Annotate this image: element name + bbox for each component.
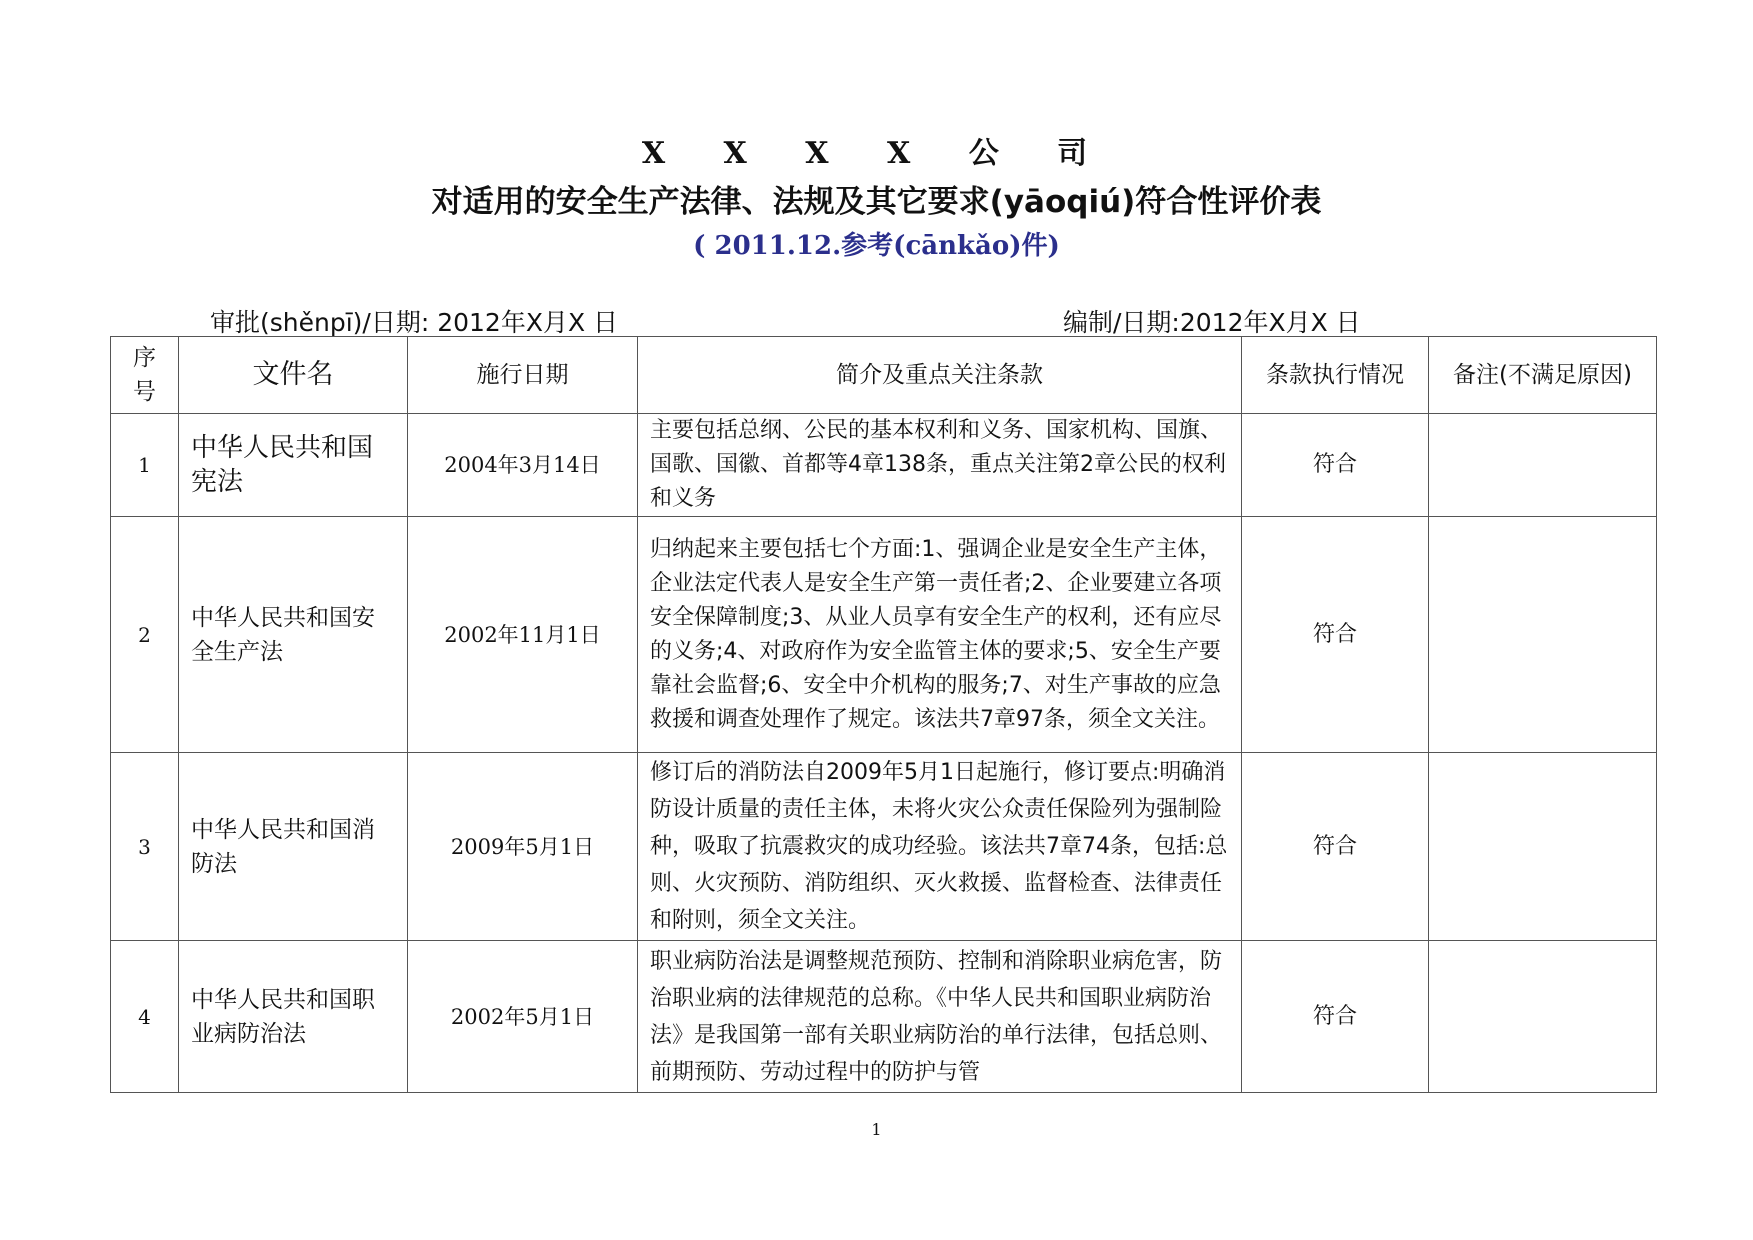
approval-date: 审批(shěnpī)/日期: 2012年X月X 日 bbox=[210, 308, 619, 337]
header-remark: 备注(不满足原因) bbox=[1429, 337, 1657, 414]
row-seq: 3 bbox=[111, 753, 179, 941]
table-row bbox=[111, 753, 1657, 941]
evaluation-table bbox=[110, 336, 1657, 1093]
row-status: 符合 bbox=[1242, 517, 1429, 753]
row-summary: 修订后的消防法自2009年5月1日起施行，修订要点:明确消防设计质量的责任主体，未将火灾公众责任保险列为强制险种，吸取了抗震救灾的成功经验。该法共7章74条，包括:总则、火灾预防、消防组织、灭火救援、监督检查、法律责任和附则，须全文关注。 bbox=[638, 753, 1242, 941]
compiled-date: 编制/日期:2012年X月X 日 bbox=[1063, 308, 1361, 337]
header-summary: 简介及重点关注条款 bbox=[638, 337, 1242, 414]
header-seq: 序号 bbox=[111, 337, 179, 414]
table-row bbox=[111, 414, 1657, 517]
header-effective-date: 施行日期 bbox=[408, 337, 638, 414]
row-file-name: 中华人民共和国安全生产法 bbox=[179, 517, 408, 753]
row-remark bbox=[1429, 941, 1657, 1093]
row-status: 符合 bbox=[1242, 753, 1429, 941]
header-file-name: 文件名 bbox=[179, 337, 408, 414]
table-row bbox=[111, 517, 1657, 753]
document-subtitle: ( 2011.12.参考(cānkǎo)件) bbox=[693, 231, 1060, 261]
row-remark bbox=[1429, 753, 1657, 941]
header-execution-status: 条款执行情况 bbox=[1242, 337, 1429, 414]
row-status: 符合 bbox=[1242, 414, 1429, 517]
row-summary-text: 职业病防治法是调整规范预防、控制和消除职业病危害，防治职业病的法律规范的总称。《中华人民共和国职业病防治法》是我国第一部有关职业病防治的单行法律，包括总则、前期预防、劳动过程中的防护与管 bbox=[650, 948, 1223, 1085]
row-seq: 4 bbox=[111, 941, 179, 1093]
row-seq: 1 bbox=[111, 414, 179, 517]
row-effective-date: 2009年5月1日 bbox=[408, 753, 638, 941]
table-header-row bbox=[111, 337, 1657, 414]
row-remark bbox=[1429, 414, 1657, 517]
row-summary: 归纳起来主要包括七个方面:1、强调企业是安全生产主体，企业法定代表人是安全生产第一责任者;2、企业要建立各项安全保障制度;3、从业人员享有安全生产的权利，还有应尽的义务;4、对政府作为安全监管主体的要求;5、安全生产要靠社会监督;6、安全中介机构的服务;7、对生产事故的应急救援和调查处理作了规定。该法共7章97条，须全文关注。 bbox=[638, 517, 1242, 753]
page-number: 1 bbox=[871, 1120, 882, 1139]
row-remark bbox=[1429, 517, 1657, 753]
row-summary bbox=[638, 941, 1242, 1093]
row-seq: 2 bbox=[111, 517, 179, 753]
row-file-name: 中华人民共和国消防法 bbox=[179, 753, 408, 941]
row-effective-date: 2002年5月1日 bbox=[408, 941, 638, 1093]
row-file-name: 中华人民共和国宪法 bbox=[179, 414, 408, 517]
row-summary: 主要包括总纲、公民的基本权利和义务、国家机构、国旗、国歌、国徽、首都等4章138条，重点关注第2章公民的权利和义务 bbox=[638, 414, 1242, 517]
row-status: 符合 bbox=[1242, 941, 1429, 1093]
row-file-name: 中华人民共和国职业病防治法 bbox=[179, 941, 408, 1093]
document-title: 对适用的安全生产法律、法规及其它要求(yāoqiú)符合性评价表 bbox=[431, 184, 1322, 220]
table-row bbox=[111, 941, 1657, 1093]
row-effective-date: 2002年11月1日 bbox=[408, 517, 638, 753]
company-title: X X X X 公 司 bbox=[641, 136, 1112, 171]
row-effective-date: 2004年3月14日 bbox=[408, 414, 638, 517]
